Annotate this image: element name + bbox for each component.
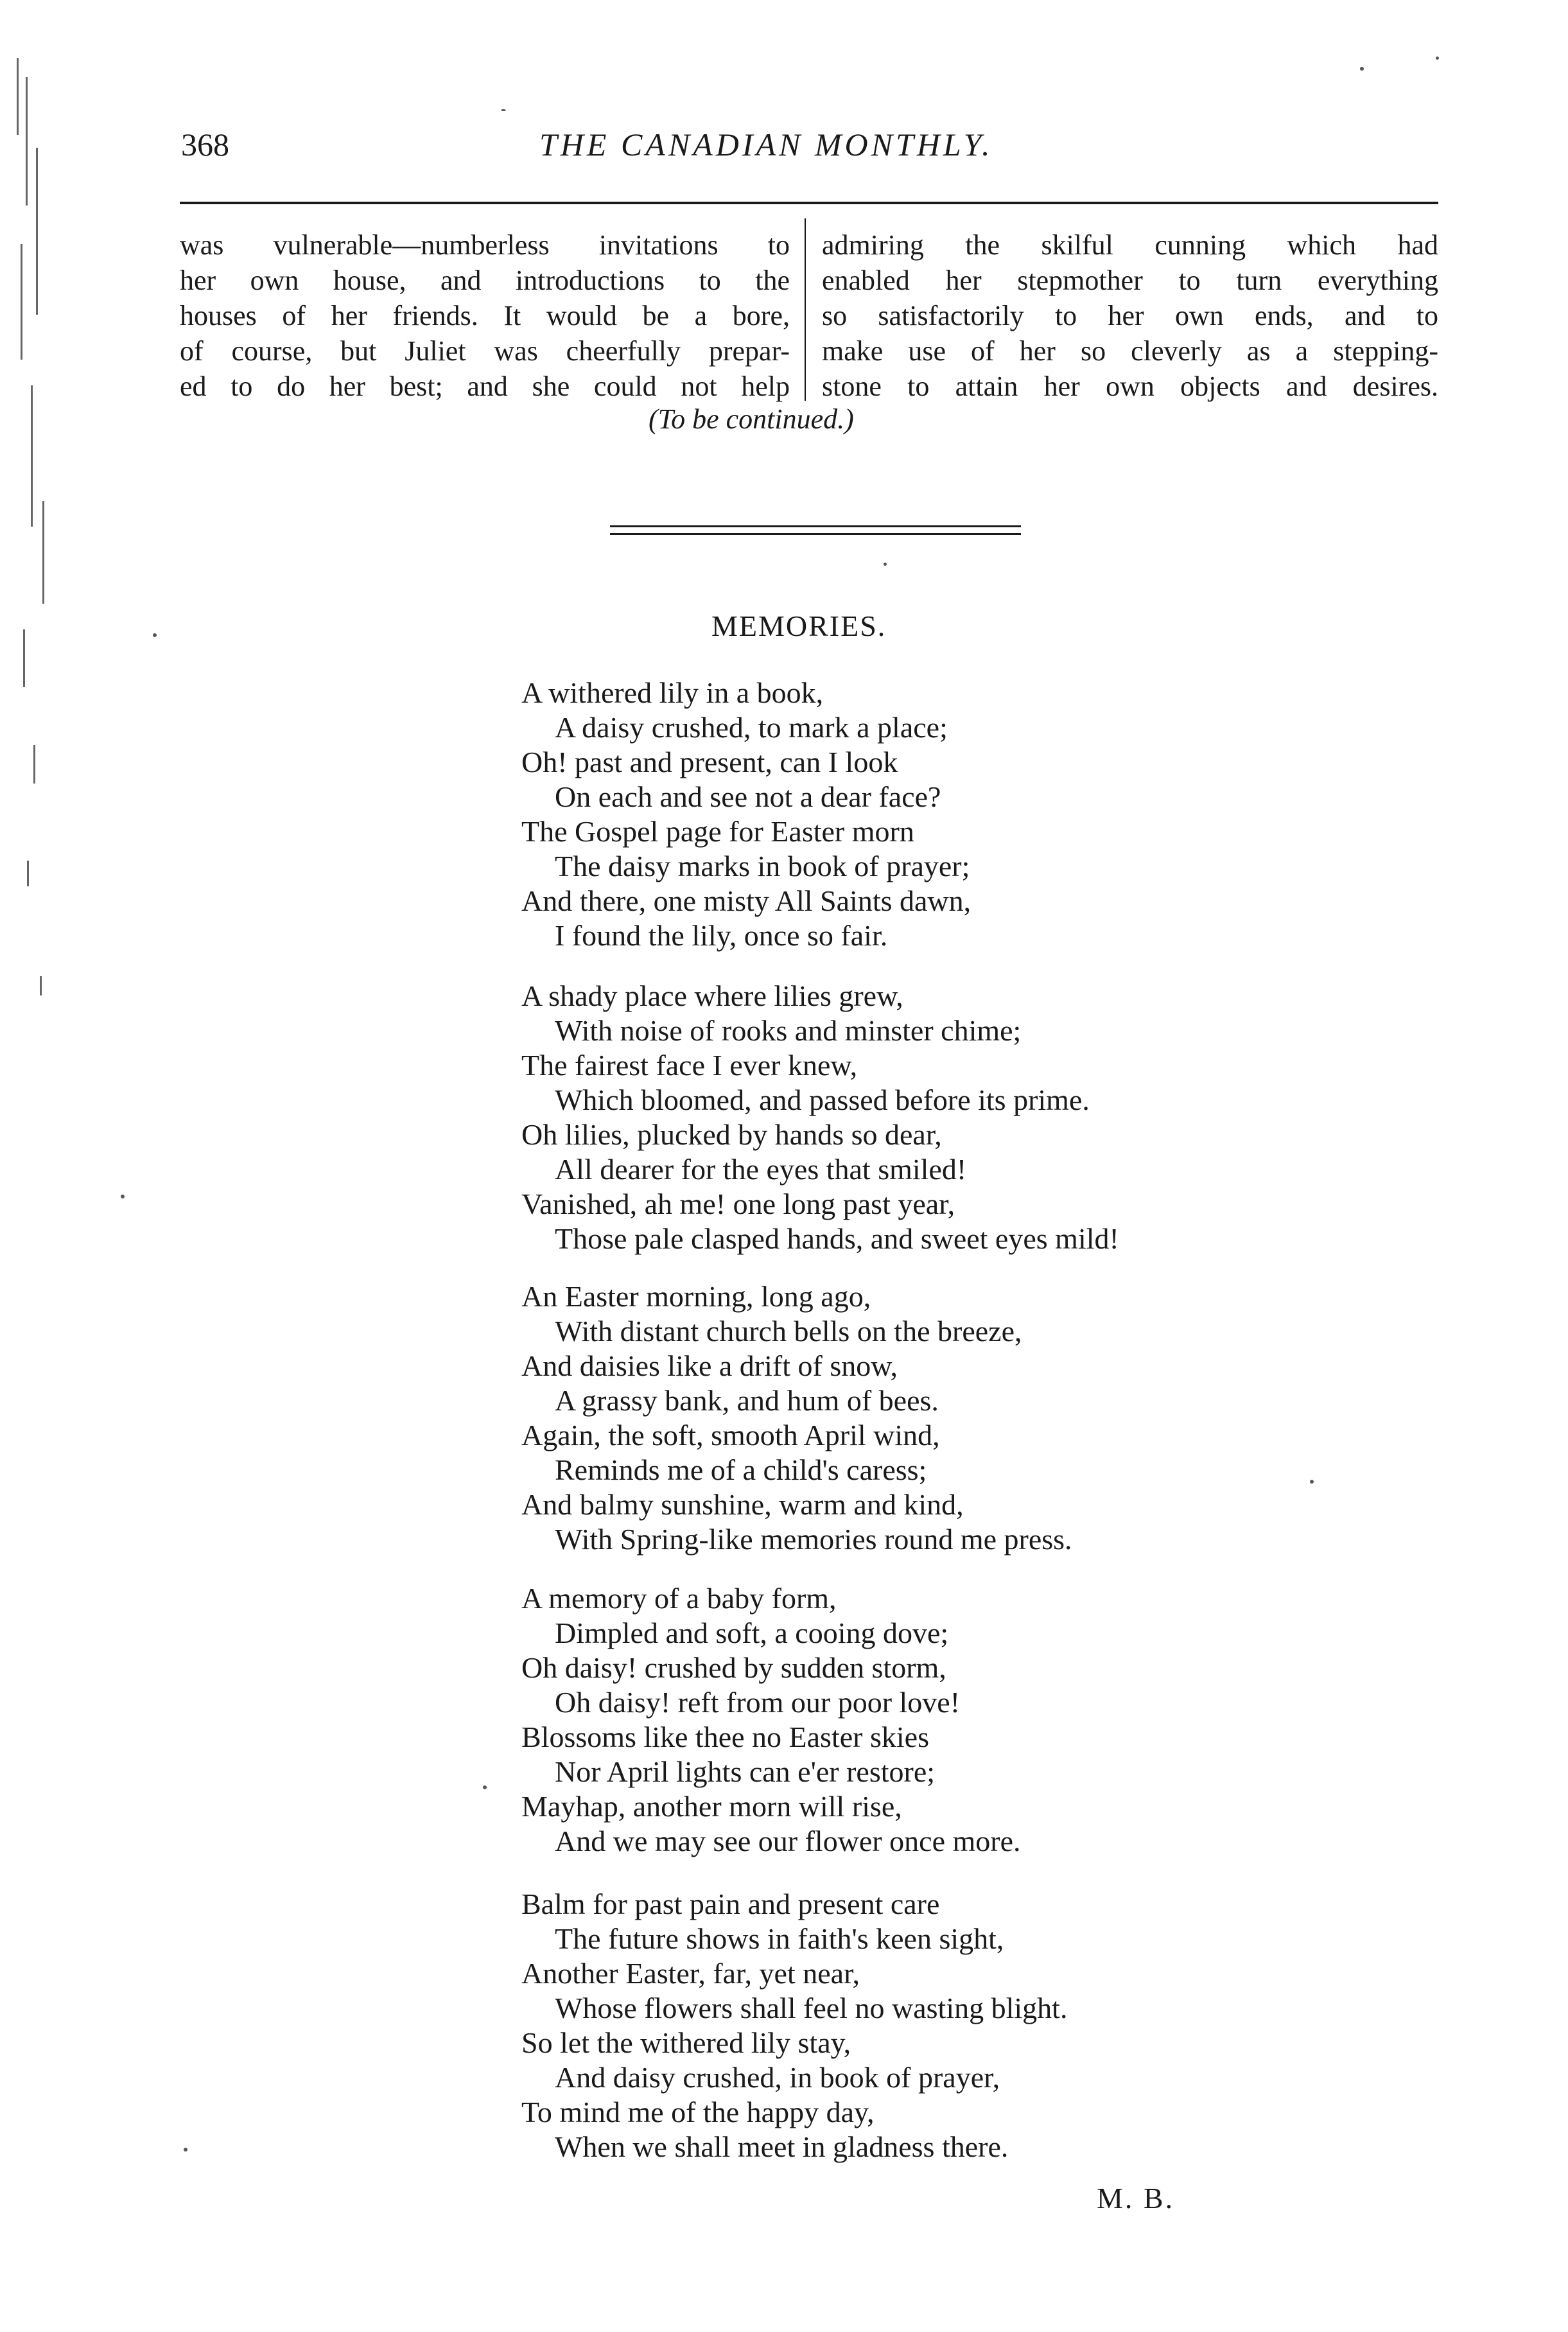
poem-line: So let the withered lily stay,	[521, 2026, 851, 2059]
poem-line: And there, one misty All Saints dawn,	[521, 884, 971, 917]
poem-line: With noise of rooks and minster chime;	[555, 1014, 1022, 1047]
poem-signature: M. B.	[1097, 2182, 1175, 2214]
poem-line: Dimpled and soft, a cooing dove;	[555, 1617, 949, 1649]
speck	[1310, 1480, 1314, 1484]
poem-line: When we shall meet in gladness there.	[555, 2130, 1009, 2163]
poem-line: The future shows in faith's keen sight,	[555, 1922, 1004, 1955]
poem-line: The fairest face I ever knew,	[521, 1049, 858, 1082]
poem-line: And we may see our flower once more.	[555, 1825, 1021, 1857]
poem-line: An Easter morning, long ago,	[521, 1280, 871, 1313]
poem-stanza	[521, 1279, 1072, 1557]
poem-line: Oh daisy! crushed by sudden storm,	[521, 1651, 946, 1684]
poem-line: Balm for past pain and present care	[521, 1888, 940, 1920]
poem-line: With Spring-like memories round me press.	[555, 1523, 1072, 1556]
poem-line: I found the lily, once so fair.	[555, 919, 888, 952]
poem-line: And daisies like a drift of snow,	[521, 1349, 898, 1382]
prose-column-left	[180, 227, 790, 404]
binding-edge	[14, 51, 59, 1015]
prose-line: enabled her stepmother to turn everything	[822, 265, 1438, 296]
poem-line: Which bloomed, and passed before its prime.	[555, 1083, 1090, 1116]
running-head: THE CANADIAN MONTHLY.	[539, 127, 993, 162]
section-separator	[610, 525, 1021, 535]
speck	[884, 563, 887, 566]
continued-note: (To be continued.)	[649, 403, 854, 435]
speck	[184, 2148, 187, 2152]
poem-line: Another Easter, far, yet near,	[521, 1957, 860, 1990]
poem-title: MEMORIES.	[711, 609, 887, 642]
poem-line: On each and see not a dear face?	[555, 780, 941, 813]
poem-line: Oh daisy! reft from our poor love!	[555, 1686, 961, 1719]
poem-line: Reminds me of a child's caress;	[555, 1453, 927, 1486]
prose-line: so satisfactorily to her own ends, and to	[822, 300, 1438, 331]
prose-line: make use of her so cleverly as a stepping-	[822, 335, 1438, 367]
poem-stanza	[521, 979, 1119, 1256]
poem-line: And daisy crushed, in book of prayer,	[555, 2061, 1000, 2094]
column-divider	[805, 218, 806, 401]
speck	[121, 1195, 125, 1198]
poem-line: Blossoms like thee no Easter skies	[521, 1721, 929, 1753]
poem-line: A grassy bank, and hum of bees.	[555, 1384, 939, 1417]
prose-line: of course, but Juliet was cheerfully prepar-	[180, 335, 790, 367]
prose-line: ed to do her best; and she could not help	[180, 371, 790, 402]
poem-stanza	[521, 676, 971, 953]
poem-line: A memory of a baby form,	[521, 1582, 837, 1615]
poem-line: Mayhap, another morn will rise,	[521, 1790, 902, 1823]
poem-stanza	[521, 1887, 1067, 2164]
poem-line: To mind me of the happy day,	[521, 2096, 875, 2128]
speck	[1436, 57, 1439, 60]
poem-line: All dearer for the eyes that smiled!	[555, 1153, 967, 1186]
prose-line: her own house, and introductions to the	[180, 265, 790, 296]
poem-line: A withered lily in a book,	[521, 676, 824, 709]
poem-line: Nor April lights can e'er restore;	[555, 1755, 936, 1788]
poem-line: Oh! past and present, can I look	[521, 746, 898, 778]
poem-line: And balmy sunshine, warm and kind,	[521, 1488, 964, 1521]
prose-line: was vulnerable—numberless invitations to	[180, 229, 790, 261]
poem-stanza	[521, 1581, 1021, 1859]
prose-line: stone to attain her own objects and desires.	[822, 371, 1438, 402]
poem-line: Whose flowers shall feel no wasting blight.	[555, 1992, 1068, 2024]
header-rule	[180, 202, 1438, 204]
poem-line: With distant church bells on the breeze,	[555, 1315, 1022, 1347]
poem-line: The daisy marks in book of prayer;	[555, 850, 970, 882]
speck	[501, 109, 506, 111]
poem-line: Oh lilies, plucked by hands so dear,	[521, 1118, 942, 1151]
page-number: 368	[181, 127, 229, 162]
poem-line: Those pale clasped hands, and sweet eyes mild!	[555, 1222, 1119, 1255]
prose-line: houses of her friends. It would be a bore,	[180, 300, 790, 331]
poem-line: Again, the soft, smooth April wind,	[521, 1419, 940, 1451]
poem-line: The Gospel page for Easter morn	[521, 815, 914, 848]
speck	[153, 633, 157, 637]
speck	[483, 1785, 487, 1789]
poem-line: A shady place where lilies grew,	[521, 979, 903, 1012]
prose-line: admiring the skilful cunning which had	[822, 229, 1438, 261]
speck	[1360, 67, 1364, 71]
poem-line: A daisy crushed, to mark a place;	[555, 711, 948, 744]
poem-line: Vanished, ah me! one long past year,	[521, 1188, 955, 1220]
prose-column-right	[822, 227, 1438, 404]
